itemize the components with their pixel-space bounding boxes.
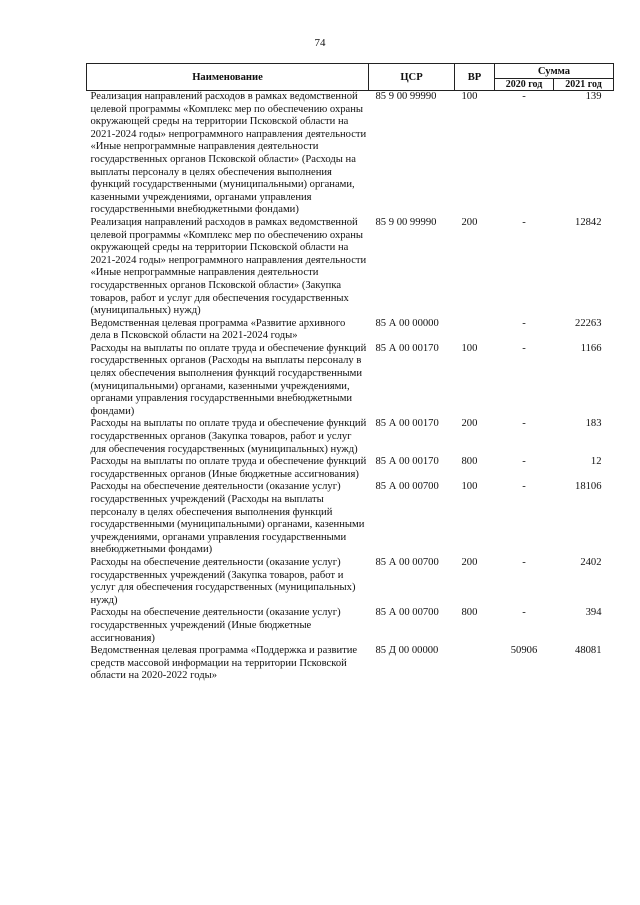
row-name: Реализация направлений расходов в рамках ведомственной целевой программы «Комплекс мер по обеспечению охраны окружающей среды на территории Псковской области на 2021-2024 годы» непрограммного направления деятельности «Иные непрограммные направления деятельности государственных органов Псковской области» (Расходы на выплаты персоналу в целях обеспечения выполнения функций государственными (муниципальными) органами, казенными учреждениями, органами управления государственными внебюджетными фондами) [90, 91, 367, 216]
row-sum-2020: - [522, 91, 526, 102]
row-sum-2020: - [522, 342, 526, 354]
row-name: Расходы на обеспечение деятельности (оказание услуг) государственных учреждений (Закупка товаров, работ и услуг для обеспечения государственных (муниципальных) нужд) [90, 556, 356, 606]
row-sum-2021: 394 [585, 607, 602, 619]
table-row [87, 91, 614, 217]
row-sum-2020: - [522, 418, 526, 430]
row-name: Расходы на обеспечение деятельности (оказание услуг) государственных учреждений (Расходы на выплаты персоналу в целях обеспечения выполнения функций государственными (муниципальными) органами, казенными учреждениями, органами управления государственными внебюджетными фондами) [90, 481, 365, 556]
row-csr: 85 А 00 00170 [375, 418, 439, 430]
table-row [87, 456, 614, 481]
row-sum-2020: - [522, 556, 526, 568]
row-sum-2021: 18106 [575, 481, 602, 493]
row-name: Реализация направлений расходов в рамках ведомственной целевой программы «Комплекс мер по обеспечению охраны окружающей среды на территории Псковской области на 2021-2024 годы» непрограммного направления деятельности «Иные непрограммные направления деятельности государственных органов Псковской области» (Закупка товаров, работ и услуг для обеспечения государственных (муниципальных) нужд) [90, 216, 367, 317]
row-name: Расходы на выплаты по оплате труда и обеспечение функций государственных органов (Расходы на выплаты персоналу в целях обеспечения выполнения функций государственными (муниципальными) органами, казенными учреждениями, органами управления государственными внебюджетными фондами) [90, 342, 367, 417]
table-row [87, 645, 614, 683]
header-csr: ЦСР [369, 64, 455, 91]
row-sum-2021: 12 [590, 456, 602, 468]
row-vr: 200 [461, 556, 478, 568]
table-row [87, 418, 614, 456]
header-vr: ВР [455, 64, 495, 91]
table-row [87, 318, 614, 343]
row-sum-2020: - [522, 216, 526, 228]
row-sum-2020: - [522, 456, 526, 468]
header-name: Наименование [87, 64, 369, 91]
row-csr: 85 А 00 00000 [375, 317, 439, 329]
row-sum-2020: - [522, 607, 526, 619]
row-csr: 85 А 00 00170 [375, 342, 439, 354]
row-vr [455, 645, 495, 683]
row-name: Расходы на выплаты по оплате труда и обеспечение функций государственных органов (Закупка товаров, работ и услуг для обеспечения государственных (муниципальных) нужд) [90, 418, 367, 455]
table-row [87, 481, 614, 557]
row-sum-2021: 12842 [575, 216, 602, 228]
row-name: Ведомственная целевая программа «Поддержка и развитие средств массовой информации на территории Псковской области на 2020-2022 годы» [90, 645, 358, 682]
row-sum-2021: 22263 [575, 317, 602, 329]
table-row [87, 217, 614, 318]
row-csr: 85 А 00 00700 [375, 481, 439, 493]
row-sum-2021: 1166 [580, 342, 602, 354]
table-header [87, 64, 614, 91]
table-row [87, 343, 614, 419]
row-csr: 85 А 00 00700 [375, 607, 439, 619]
row-sum-2021: 2402 [580, 556, 602, 568]
row-csr: 85 9 00 99990 [375, 91, 437, 102]
row-vr: 800 [461, 607, 478, 619]
row-vr [455, 318, 495, 343]
row-name: Ведомственная целевая программа «Развитие архивного дела в Псковской области на 2021-2024 годы» [90, 317, 346, 342]
row-sum-2021: 139 [585, 91, 602, 102]
row-vr: 800 [461, 456, 478, 468]
row-csr: 85 А 00 00700 [375, 556, 439, 568]
row-vr: 100 [461, 342, 478, 354]
row-vr: 200 [461, 418, 478, 430]
row-csr: 85 Д 00 00000 [375, 645, 439, 657]
header-year-2020: 2020 год [495, 79, 554, 91]
row-sum-2020: - [522, 317, 526, 329]
row-vr: 100 [461, 91, 478, 102]
row-name: Расходы на выплаты по оплате труда и обеспечение функций государственных органов (Иные бюджетные ассигнования) [90, 456, 367, 480]
header-year-2021: 2021 год [554, 79, 614, 91]
table-body [87, 91, 614, 683]
row-vr: 100 [461, 481, 478, 493]
row-csr: 85 9 00 99990 [375, 216, 437, 228]
row-name: Расходы на обеспечение деятельности (оказание услуг) государственных учреждений (Иные бюджетные ассигнования) [90, 607, 341, 644]
table-row [87, 557, 614, 607]
budget-table [86, 63, 614, 683]
row-sum-2020: 50906 [510, 645, 538, 657]
table-row [87, 607, 614, 645]
row-vr: 200 [461, 216, 478, 228]
header-sum: Сумма [495, 64, 614, 79]
row-csr: 85 А 00 00170 [375, 456, 439, 468]
page-number: 74 [314, 37, 326, 49]
row-sum-2021: 183 [585, 418, 602, 430]
row-sum-2020: - [522, 481, 526, 493]
row-sum-2021: 48081 [575, 645, 602, 657]
